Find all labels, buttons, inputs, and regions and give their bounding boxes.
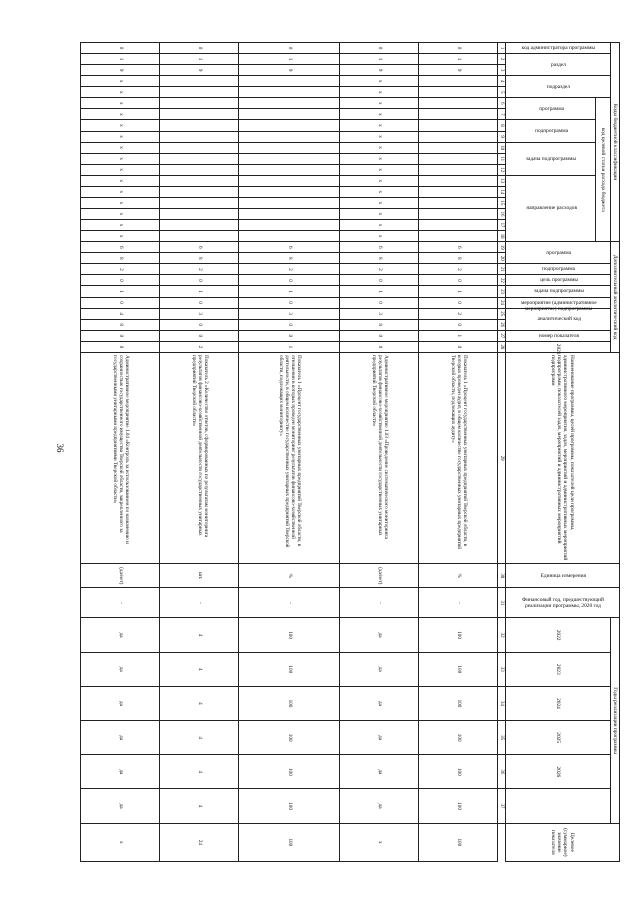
extra-code-cell: 6 xyxy=(238,242,339,253)
kbk-code-cell xyxy=(238,131,339,142)
kbk-code-cell: 0 xyxy=(238,43,339,54)
column-number: 24 xyxy=(497,297,505,308)
row-year-value-cell: да xyxy=(80,755,159,789)
kbk-code-cell: х xyxy=(339,142,418,153)
kbk-code-cell: х xyxy=(80,175,159,186)
row-year-value-cell: 4 xyxy=(159,789,238,823)
header-year-2021: 2021 xyxy=(505,341,610,352)
row-year-value-cell: да xyxy=(80,686,159,720)
kbk-code-cell xyxy=(418,142,497,153)
kbk-code-cell xyxy=(238,109,339,120)
kbk-code-cell: х xyxy=(339,131,418,142)
row-base-year-cell: - xyxy=(238,588,339,618)
header-kbk-direction xyxy=(505,175,595,241)
header-name-column: Наименование программы, целей программы, показателей цели программы, административного мероприятия, задач, мероприятий и административных мероприятий подпрограмм, показателей задач, мероприятий и административных мероприятий подпрограмм xyxy=(505,352,619,563)
kbk-code-cell xyxy=(418,76,497,87)
column-number: 20 xyxy=(497,253,505,264)
header-kbk-task xyxy=(505,142,595,175)
column-number: 26 xyxy=(497,319,505,330)
kbk-code-cell xyxy=(159,120,238,131)
kbk-code-cell xyxy=(418,98,497,109)
extra-code-cell: 1 xyxy=(238,286,339,297)
row-year-value-cell: 100 xyxy=(238,652,339,686)
column-number: 5 xyxy=(497,87,505,98)
kbk-code-cell xyxy=(238,142,339,153)
kbk-code-cell: х xyxy=(339,175,418,186)
program-indicators-table-sheet xyxy=(111,42,620,862)
table-row xyxy=(339,43,418,862)
kbk-code-cell: х xyxy=(339,220,418,231)
kbk-code-cell xyxy=(159,142,238,153)
kbk-code-cell xyxy=(418,175,497,186)
row-year-value-cell: да xyxy=(80,789,159,823)
header-extra-code-group: Дополнительный аналитический код xyxy=(610,242,619,353)
kbk-code-cell: х xyxy=(80,76,159,87)
kbk-code-cell: 0 xyxy=(159,43,238,54)
table-row xyxy=(80,43,159,862)
extra-code-cell: 0 xyxy=(339,275,418,286)
table-row xyxy=(238,43,339,862)
extra-code-cell: 0 xyxy=(159,330,238,341)
extra-code-cell: 2 xyxy=(418,308,497,319)
row-year-value-cell: да xyxy=(339,618,418,652)
kbk-code-cell: х xyxy=(339,98,418,109)
extra-code-cell: 6 xyxy=(339,242,418,253)
row-year-value-cell: да xyxy=(80,618,159,652)
extra-code-cell: 8 xyxy=(159,253,238,264)
extra-code-cell: 0 xyxy=(418,275,497,286)
extra-code-cell: 0 xyxy=(238,275,339,286)
row-year-value-cell: да xyxy=(80,652,159,686)
row-year-value-cell: 100 xyxy=(418,789,497,823)
kbk-code-cell: 0 xyxy=(80,43,159,54)
row-unit-cell: % xyxy=(238,564,339,588)
header-kbk-subsection-text: подраздел xyxy=(547,83,571,90)
header-extra-analytic-text: аналитический код xyxy=(537,316,581,323)
kbk-code-cell xyxy=(418,208,497,219)
kbk-code-cell xyxy=(238,98,339,109)
row-year-value-cell: 100 xyxy=(238,789,339,823)
kbk-code-cell xyxy=(238,231,339,242)
column-number: 25 xyxy=(497,308,505,319)
column-number: 34 xyxy=(497,686,505,720)
table-row xyxy=(159,43,238,862)
column-number: 11 xyxy=(497,153,505,164)
kbk-code-cell xyxy=(238,208,339,219)
column-number: 2 xyxy=(497,54,505,65)
extra-code-cell: 8 xyxy=(339,253,418,264)
kbk-code-cell xyxy=(238,76,339,87)
column-number: 32 xyxy=(497,618,505,652)
kbk-code-cell xyxy=(159,76,238,87)
kbk-code-cell xyxy=(159,153,238,164)
row-base-year-cell: - xyxy=(339,588,418,618)
kbk-code-cell: 1 xyxy=(80,54,159,65)
header-target-column: Целевое (суммарное) значение показателя xyxy=(505,823,619,861)
kbk-code-cell: х xyxy=(80,153,159,164)
extra-code-cell: 2 xyxy=(238,264,339,275)
header-kbk-admin-text: код администратора программы xyxy=(522,45,596,51)
row-name-cell: Показатель 2 «Количество отчетов, сформированных по результатам мониторинга результатов финансово-хозяйственной деятельности государственных унитарных предприятий Тверской области» xyxy=(159,352,238,563)
kbk-code-cell xyxy=(238,164,339,175)
kbk-code-cell xyxy=(159,197,238,208)
row-year-value-cell: 100 xyxy=(418,721,497,755)
kbk-code-cell: 1 xyxy=(339,54,418,65)
kbk-code-cell: х xyxy=(80,197,159,208)
row-target-cell: 100 xyxy=(238,823,339,861)
header-extra-program-text: программа xyxy=(546,249,572,256)
kbk-code-cell: х xyxy=(80,120,159,131)
row-base-year-cell: - xyxy=(418,588,497,618)
kbk-code-cell: 0 xyxy=(418,43,497,54)
row-year-value-cell: 100 xyxy=(418,686,497,720)
column-number: 10 xyxy=(497,142,505,153)
row-year-value-cell: да xyxy=(80,721,159,755)
column-number: 28 xyxy=(497,341,505,352)
kbk-code-cell xyxy=(418,120,497,131)
row-year-value-cell: 100 xyxy=(238,721,339,755)
kbk-code-cell xyxy=(418,87,497,98)
extra-code-cell: 6 xyxy=(418,242,497,253)
row-target-cell: 24 xyxy=(159,823,238,861)
kbk-code-cell: 0 xyxy=(339,43,418,54)
header-unit-column xyxy=(505,564,619,588)
row-unit-cell: % xyxy=(418,564,497,588)
column-number: 31 xyxy=(497,588,505,618)
row-target-cell: х xyxy=(339,823,418,861)
row-year-value-cell: 4 xyxy=(159,652,238,686)
row-year-value-cell: 100 xyxy=(418,618,497,652)
kbk-code-cell xyxy=(238,220,339,231)
kbk-code-cell xyxy=(159,220,238,231)
kbk-code-cell xyxy=(159,208,238,219)
extra-code-cell: 3 xyxy=(238,308,339,319)
header-extra-indicator-no xyxy=(505,330,610,341)
kbk-code-cell xyxy=(238,120,339,131)
kbk-code-cell: х xyxy=(339,186,418,197)
header-extra-task-text: задача подпрограммы xyxy=(533,288,584,295)
kbk-code-cell xyxy=(238,197,339,208)
column-number: 30 xyxy=(497,564,505,588)
row-year-value-cell: да xyxy=(339,789,418,823)
row-target-cell: 100 xyxy=(418,823,497,861)
row-target-cell: х xyxy=(80,823,159,861)
header-base-year-column xyxy=(505,588,619,618)
extra-code-cell: 0 xyxy=(238,297,339,308)
column-number: 7 xyxy=(497,109,505,120)
header-years-group: Годы реализации программы xyxy=(610,618,619,823)
kbk-code-cell xyxy=(418,231,497,242)
kbk-code-cell: 9 xyxy=(418,65,497,76)
header-year-2024: 2024 xyxy=(505,686,610,720)
table-body xyxy=(80,43,497,862)
column-number: 15 xyxy=(497,197,505,208)
column-number: 19 xyxy=(497,242,505,253)
header-kbk-program-text: программа xyxy=(538,105,564,112)
column-number: 8 xyxy=(497,120,505,131)
extra-code-cell: 0 xyxy=(418,297,497,308)
kbk-code-cell xyxy=(418,131,497,142)
extra-code-cell: 0 xyxy=(418,319,497,330)
header-extra-subprogram xyxy=(505,264,610,275)
kbk-code-cell: 9 xyxy=(80,65,159,76)
header-kbk-subprogram xyxy=(505,120,595,142)
header-kbk-section-text: раздел xyxy=(551,61,567,68)
header-year-2026: 2026 xyxy=(505,755,610,789)
column-number: 27 xyxy=(497,330,505,341)
extra-code-cell: 1 xyxy=(238,341,339,352)
kbk-code-cell: х xyxy=(339,109,418,120)
extra-code-cell: 2 xyxy=(339,264,418,275)
extra-code-cell: 0 xyxy=(159,297,238,308)
extra-code-cell: 0 xyxy=(339,297,418,308)
header-extra-event-text: мероприятие (административное мероприятие) подпрограммы xyxy=(520,299,597,312)
extra-code-cell: 0 xyxy=(339,341,418,352)
row-year-value-cell: да xyxy=(339,755,418,789)
kbk-code-cell: х xyxy=(339,120,418,131)
kbk-code-cell xyxy=(418,164,497,175)
column-number: 17 xyxy=(497,220,505,231)
extra-code-cell: 2 xyxy=(159,264,238,275)
row-year-value-cell: 100 xyxy=(418,652,497,686)
row-year-value-cell: 100 xyxy=(238,755,339,789)
row-year-value-cell: 100 xyxy=(238,686,339,720)
header-base-year-text: Финансовый год, предшествующий реализации программы, 2020 год xyxy=(522,596,605,609)
kbk-code-cell: х xyxy=(80,164,159,175)
kbk-code-cell: х xyxy=(80,186,159,197)
extra-code-cell: 3 xyxy=(159,308,238,319)
extra-code-cell: 0 xyxy=(80,330,159,341)
header-kbk-group: Коды бюджетной классификации xyxy=(610,43,619,242)
row-year-value-cell: 4 xyxy=(159,618,238,652)
kbk-code-cell: х xyxy=(80,131,159,142)
extra-code-cell: 8 xyxy=(80,319,159,330)
kbk-code-cell xyxy=(238,87,339,98)
extra-code-cell: 1 xyxy=(80,286,159,297)
kbk-code-cell: х xyxy=(339,153,418,164)
extra-code-cell: 2 xyxy=(159,341,238,352)
header-kbk-subsection xyxy=(505,76,610,98)
extra-code-cell: 0 xyxy=(418,341,497,352)
kbk-code-cell xyxy=(159,231,238,242)
row-year-value-cell: 4 xyxy=(159,721,238,755)
row-unit-cell: (да/нет) xyxy=(339,564,418,588)
kbk-code-cell xyxy=(159,87,238,98)
column-number: 21 xyxy=(497,264,505,275)
kbk-code-cell: х xyxy=(339,164,418,175)
header-extra-event xyxy=(505,297,610,312)
column-number: 36 xyxy=(497,755,505,789)
kbk-code-cell: х xyxy=(339,231,418,242)
extra-code-cell: 8 xyxy=(80,253,159,264)
extra-code-cell: 1 xyxy=(418,330,497,341)
row-name-cell: Показатель 1 «Процент государственных унитарных предприятий Тверской области, в отношении в которых проведен мониторинг результатов финансово-хозяйственной деятельности, в общем количестве государственных унитарных предприятий Тверской области, подлежащих мониторингу» xyxy=(238,352,339,563)
row-year-value-cell: да xyxy=(339,652,418,686)
row-unit-cell: шт. xyxy=(159,564,238,588)
kbk-code-cell xyxy=(159,131,238,142)
row-name-cell: Показатель 1 «Процент государственных унитарных предприятий Тверской области, в которых проведен аудит, в общем количестве государственных унитарных предприятий Тверской области, подлежащих аудиту» xyxy=(418,352,497,563)
kbk-code-cell xyxy=(159,98,238,109)
column-number: 1 xyxy=(497,43,505,54)
row-base-year-cell: - xyxy=(80,588,159,618)
column-number: 29 xyxy=(497,352,505,563)
kbk-code-cell: 1 xyxy=(418,54,497,65)
kbk-code-cell: х xyxy=(80,220,159,231)
kbk-code-cell: х xyxy=(339,197,418,208)
extra-code-cell: 0 xyxy=(80,297,159,308)
column-number: 3 xyxy=(497,65,505,76)
kbk-code-cell: х xyxy=(80,87,159,98)
column-number-row xyxy=(497,43,505,862)
extra-code-cell: 0 xyxy=(159,319,238,330)
header-kbk-target-article: код целевой статьи расхода бюджета xyxy=(595,98,610,242)
kbk-code-cell: х xyxy=(80,109,159,120)
extra-code-cell: 1 xyxy=(418,286,497,297)
extra-code-cell: 3 xyxy=(339,308,418,319)
table-row xyxy=(418,43,497,862)
header-row-1 xyxy=(610,43,619,862)
extra-code-cell: 0 xyxy=(159,275,238,286)
header-extra-indicator-no-text: номер показателя xyxy=(538,332,579,339)
header-extra-purpose-text: цель программы xyxy=(539,277,578,284)
extra-code-cell: 4 xyxy=(80,308,159,319)
kbk-code-cell xyxy=(418,197,497,208)
kbk-code-cell xyxy=(238,175,339,186)
column-number: 13 xyxy=(497,175,505,186)
column-number: 6 xyxy=(497,98,505,109)
kbk-code-cell: х xyxy=(80,231,159,242)
kbk-code-cell: х xyxy=(339,76,418,87)
row-year-value-cell: 100 xyxy=(418,755,497,789)
header-kbk-admin xyxy=(505,43,610,54)
extra-code-cell: 0 xyxy=(80,341,159,352)
row-base-year-cell: - xyxy=(159,588,238,618)
header-kbk-program xyxy=(505,98,595,120)
kbk-code-cell xyxy=(159,164,238,175)
column-number: 12 xyxy=(497,164,505,175)
kbk-code-cell: 9 xyxy=(339,65,418,76)
column-number: 37 xyxy=(497,789,505,823)
kbk-code-cell xyxy=(159,186,238,197)
kbk-code-cell: 1 xyxy=(159,54,238,65)
column-number: 22 xyxy=(497,275,505,286)
column-number: 16 xyxy=(497,208,505,219)
header-year-2025: 2025 xyxy=(505,721,610,755)
kbk-code-cell xyxy=(418,153,497,164)
row-year-value-cell: 4 xyxy=(159,686,238,720)
extra-code-cell: 1 xyxy=(159,286,238,297)
row-name-cell: Административное мероприятие 1.04 «Контроль за использованием по назначению и сохранностью государственного имущества Тверской области, закрепленного за государственными унитарными предприятиями Тверской области» xyxy=(80,352,159,563)
column-number: 4 xyxy=(497,76,505,87)
header-year-2023: 2023 xyxy=(505,652,610,686)
column-number: 9 xyxy=(497,131,505,142)
row-unit-cell: (да/нет) xyxy=(80,564,159,588)
header-extra-task xyxy=(505,286,610,297)
kbk-code-cell xyxy=(238,153,339,164)
kbk-code-cell xyxy=(159,109,238,120)
header-extra-purpose xyxy=(505,275,610,286)
kbk-code-cell xyxy=(418,220,497,231)
kbk-code-cell xyxy=(238,186,339,197)
header-year-2022: 2022 xyxy=(505,618,610,652)
kbk-code-cell: 9 xyxy=(238,65,339,76)
kbk-code-cell: 1 xyxy=(238,54,339,65)
header-kbk-section xyxy=(505,54,610,76)
extra-code-cell: 6 xyxy=(80,242,159,253)
kbk-code-cell: х xyxy=(80,208,159,219)
extra-code-cell: 8 xyxy=(238,253,339,264)
extra-code-cell: 8 xyxy=(339,319,418,330)
row-year-value-cell: да xyxy=(339,686,418,720)
extra-code-cell: 0 xyxy=(339,330,418,341)
header-unit-text: Единица измерения xyxy=(540,572,587,579)
header-extra-program xyxy=(505,242,610,264)
header-extra-subprogram-text: подпрограмма xyxy=(542,266,576,273)
extra-code-cell: 2 xyxy=(80,264,159,275)
kbk-code-cell: х xyxy=(339,208,418,219)
extra-code-cell: 8 xyxy=(418,253,497,264)
kbk-code-cell: 9 xyxy=(159,65,238,76)
extra-code-cell: 0 xyxy=(238,319,339,330)
column-number: 14 xyxy=(497,186,505,197)
header-kbk-task-text: задача подпрограммы xyxy=(526,155,577,162)
column-number: 35 xyxy=(497,721,505,755)
extra-code-cell: 0 xyxy=(238,330,339,341)
kbk-code-cell: х xyxy=(80,98,159,109)
program-indicators-table xyxy=(80,42,620,862)
extra-code-cell: 0 xyxy=(80,275,159,286)
kbk-code-cell: х xyxy=(80,142,159,153)
row-year-value-cell: да xyxy=(339,721,418,755)
column-number: 23 xyxy=(497,286,505,297)
column-number: 18 xyxy=(497,231,505,242)
row-year-value-cell: 100 xyxy=(238,618,339,652)
extra-code-cell: 6 xyxy=(159,242,238,253)
row-year-value-cell: 4 xyxy=(159,755,238,789)
kbk-code-cell xyxy=(159,175,238,186)
header-kbk-direction-text: направление расходов xyxy=(526,205,577,212)
column-number: 33 xyxy=(497,652,505,686)
extra-code-cell: 2 xyxy=(418,264,497,275)
extra-code-cell: 1 xyxy=(339,286,418,297)
row-name-cell: Административное мероприятие 1.03 «Проведение систематического мониторинга результатов финансово-хозяйственной деятельности государственных унитарных предприятий Тверской области» xyxy=(339,352,418,563)
kbk-code-cell xyxy=(418,186,497,197)
header-kbk-subprogram-text: подпрограмма xyxy=(534,127,568,134)
kbk-code-cell: х xyxy=(339,87,418,98)
kbk-code-cell xyxy=(418,109,497,120)
page-number: 36 xyxy=(55,443,65,453)
